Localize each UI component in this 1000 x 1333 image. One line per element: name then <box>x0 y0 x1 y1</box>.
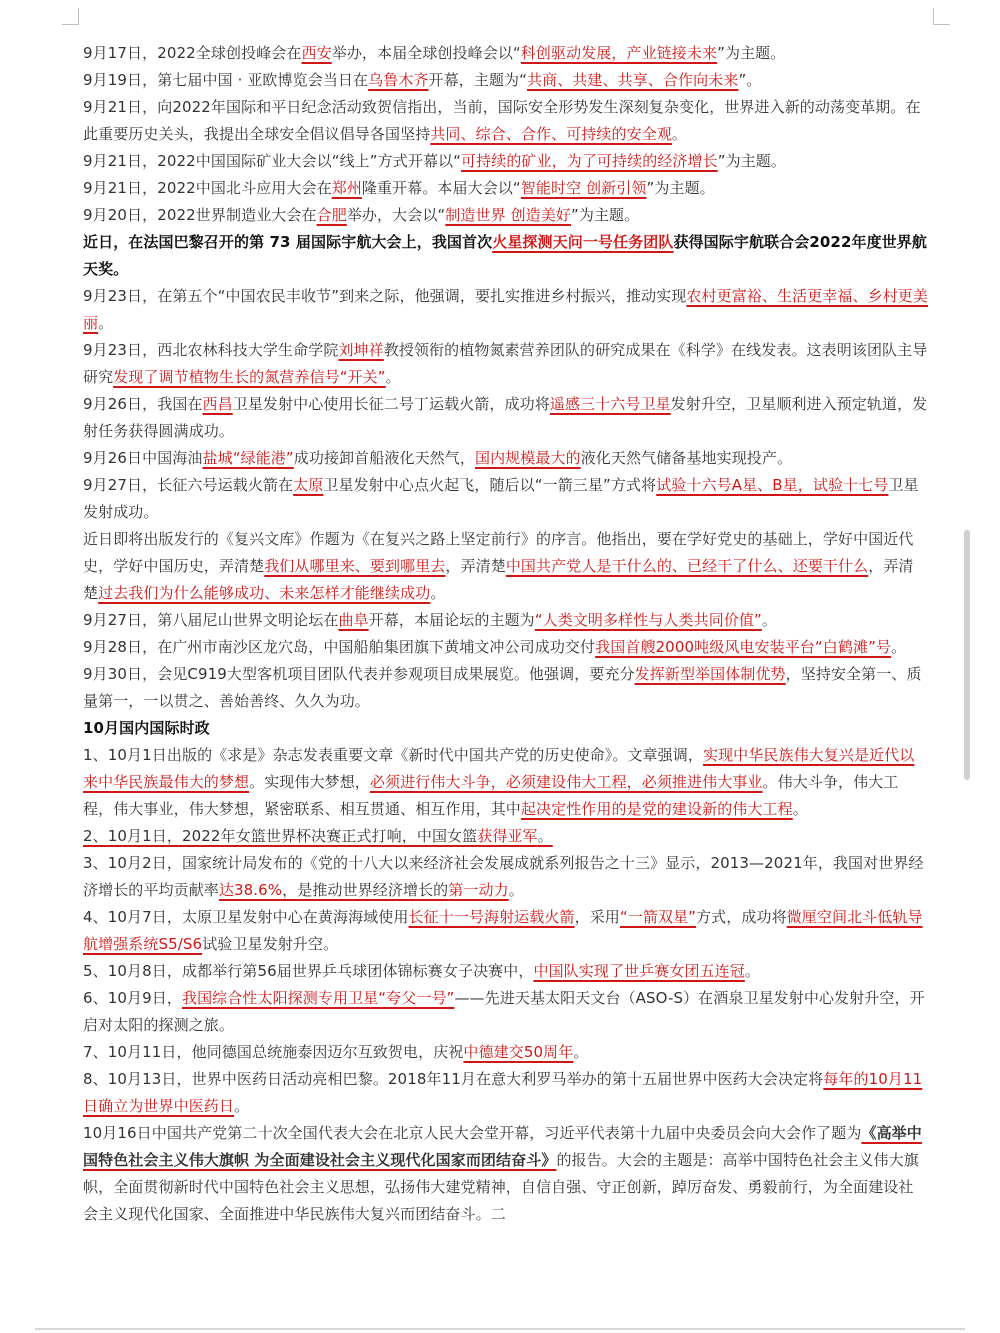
highlighted-text: 遥感三十六号卫星 <box>549 395 671 413</box>
text-segment: 9月27日，第八届尼山世界文明论坛在 <box>83 611 339 629</box>
highlighted-text: 发挥新型举国体制优势 <box>634 665 786 683</box>
highlighted-text: 共同、综合、合作、可持续的安全观 <box>430 125 672 143</box>
text-segment: ，弄清楚 <box>445 557 506 575</box>
paragraph <box>83 391 928 445</box>
text-segment: 10月国内国际时政 <box>83 719 210 737</box>
paragraph <box>83 337 928 391</box>
page-corner-mark-right <box>933 8 950 25</box>
text-segment: 近日，在法国巴黎召开的第 73 届国际宇航大会上，我国首次 <box>83 233 493 251</box>
highlighted-text: 达38.6% <box>218 881 283 899</box>
text-segment: 。 <box>792 800 808 818</box>
text-segment: 《高举中国特色社会主义伟大旗帜 为全面建设社会主义现代化国家而团结奋斗》 <box>83 1124 922 1169</box>
text-segment: 。 <box>234 1097 250 1115</box>
text-segment: 6、10月9日， <box>83 989 182 1007</box>
text-segment: 。 <box>671 125 688 143</box>
page-bottom-edge <box>35 1328 965 1330</box>
highlighted-text: 共商、共建、共享、合作向未来 <box>527 71 739 89</box>
text-segment: 。 <box>891 638 907 656</box>
text-segment: 卫星发射成功。 <box>83 476 919 521</box>
highlighted-text: 刘坤祥 <box>338 341 384 359</box>
paragraph <box>83 175 928 202</box>
paragraph <box>83 40 928 67</box>
paragraph <box>83 283 928 337</box>
text-segment: ，是推动世界经济增长的 <box>282 881 449 899</box>
paragraph <box>83 634 928 661</box>
highlighted-text: 太原 <box>293 476 324 494</box>
vertical-scrollbar[interactable] <box>964 530 970 780</box>
highlighted-text: 我们从哪里来、要到哪里去 <box>264 557 446 575</box>
highlighted-text: 西昌 <box>202 395 233 413</box>
text-segment: ”为主题。 <box>570 206 640 224</box>
text-segment: 。 <box>385 368 401 386</box>
highlighted-text: 智能时空 创新引领 <box>520 179 647 197</box>
text-segment: 9月26日，我国在 <box>83 395 203 413</box>
paragraph <box>83 985 928 1039</box>
text-segment: 9月28日，在广州市南沙区龙穴岛，中国船舶集团旗下黄埔文冲公司成功交付 <box>83 638 596 656</box>
highlighted-text: 第一动力 <box>448 881 509 899</box>
text-segment: 7、10月11日，他同德国总统施泰因迈尔互致贺电，庆祝 <box>83 1043 464 1061</box>
highlighted-text: 我国综合性太阳探测专用卫星“夸父一号” <box>181 989 455 1007</box>
highlighted-text: 中国共产党人是干什么的、已经干了什么、还要干什么 <box>505 557 869 575</box>
text-segment: ”为主题。 <box>646 179 715 197</box>
text-segment: 1、10月1日出版的《求是》杂志发表重要文章《新时代中国共产党的历史使命》。文章强调， <box>83 746 703 764</box>
text-segment: ”为主题。 <box>717 44 786 62</box>
paragraph <box>83 445 928 472</box>
text-segment: 举办，本届全球创投峰会以“ <box>331 44 521 62</box>
text-segment: 4、10月7日，太原卫星发射中心在黄海海域使用 <box>83 908 409 926</box>
text-segment: 9月23日，西北农林科技大学生命学院 <box>83 341 339 359</box>
text-segment: 8、10月13日，世界中医药日活动亮相巴黎。2018年11月在意大利罗马举办的第十五届世界中医药大会决定将 <box>83 1070 824 1088</box>
paragraph <box>83 202 928 229</box>
text-segment: 9月21日，2022中国北斗应用大会在 <box>83 179 332 197</box>
paragraph <box>83 661 928 715</box>
text-segment: ，采用 <box>574 908 620 926</box>
paragraph <box>83 472 928 526</box>
highlighted-text: 可持续的矿业，为了可持续的经济增长 <box>461 152 718 170</box>
text-segment: 发射升空，卫星顺利进入预定轨道，发射任务获得圆满成功。 <box>83 395 928 440</box>
page-corner-mark-left <box>62 8 79 25</box>
paragraph <box>83 850 928 904</box>
text-segment: 9月20日，2022世界制造业大会在 <box>83 206 317 224</box>
paragraph <box>83 742 928 823</box>
highlighted-text: 合肥 <box>316 206 347 224</box>
text-segment: 试验卫星发射升空。 <box>202 935 339 953</box>
text-segment: 。 <box>573 1043 589 1061</box>
highlighted-text: 郑州 <box>331 179 362 197</box>
text-segment: 卫星发射中心使用长征二号丁运载火箭，成功将 <box>232 395 550 413</box>
text-segment: 开幕，主题为“ <box>428 71 528 89</box>
text-segment: 9月26日中国海油 <box>83 449 203 467</box>
highlighted-text: “一箭双星” <box>619 908 697 926</box>
highlighted-text: 长征十一号海射运载火箭 <box>408 908 575 926</box>
highlighted-text: 科创驱动发展，产业链接未来 <box>520 44 718 62</box>
text-segment: 。 <box>98 314 114 332</box>
paragraph <box>83 148 928 175</box>
highlighted-text: 微厘空间北斗低轨导航增强系统S5/S6 <box>83 908 923 953</box>
highlighted-text: 实现中华民族伟大复兴是近代以来中华民族最伟大的梦想 <box>83 746 915 791</box>
text-segment: 。伟大斗争，伟大工程，伟大事业，伟大梦想，紧密联系、相互贯通、相互作用，其中 <box>83 773 899 818</box>
text-segment: ”。 <box>738 71 762 89</box>
highlighted-text: 每年的10月11日确立为世界中医药日 <box>83 1070 923 1115</box>
highlighted-text: 曲阜 <box>338 611 369 629</box>
highlighted-text: 西安 <box>301 44 332 62</box>
highlighted-text: 我国首艘2000吨级风电安装平台“白鹤滩”号 <box>595 638 892 656</box>
text-segment: 2、10月1日，2022年女篮世界杯决赛正式打响，中国女篮 <box>83 827 478 845</box>
text-segment: 举办，大会以“ <box>346 206 446 224</box>
text-segment: 。 <box>430 584 446 602</box>
highlighted-text: 必须进行伟大斗争，必须建设伟大工程，必须推进伟大事业 <box>369 773 763 791</box>
text-segment: 。 <box>537 827 553 845</box>
text-segment: 的报告。大会的主题是：高举中国特色社会主义伟大旗帜，全面贯彻新时代中国特色社会主义思想，弘扬伟大建党精神，自信自强、守正创新，踔厉奋发、勇毅前行，为全面建设社会主义现代化国家、全面推进中华民族伟大复兴而团结奋斗。二 <box>83 1151 919 1223</box>
highlighted-text: 过去我们为什么能够成功、未来怎样才能继续成功 <box>98 584 431 602</box>
paragraph <box>83 1039 928 1066</box>
text-segment: 9月17日，2022全球创投峰会在 <box>83 44 302 62</box>
paragraph <box>83 526 928 607</box>
text-segment: 9月23日，在第五个“中国农民丰收节”到来之际，他强调，要扎实推进乡村振兴，推动实现 <box>83 287 687 305</box>
text-segment: 9月21日，2022中国国际矿业大会以“线上”方式开幕以“ <box>83 152 462 170</box>
highlighted-text: 制造世界 创造美好 <box>445 206 571 224</box>
text-segment: 3、10月2日，国家统计局发布的《党的十八大以来经济社会发展成就系列报告之十三》显示，2013—2021年，我国对世界经济增长的平均贡献率 <box>83 854 924 899</box>
highlighted-text: “人类文明多样性与人类共同价值” <box>534 611 762 629</box>
text-segment: 开幕，本届论坛的主题为 <box>368 611 535 629</box>
highlighted-text: 盐城“绿能港” <box>202 449 294 467</box>
text-segment: ，弄清楚 <box>83 557 914 602</box>
highlighted-text: 获得亚军 <box>477 827 538 845</box>
paragraph <box>83 904 928 958</box>
text-segment: 9月21日，向2022年国际和平日纪念活动致贺信指出，当前，国际安全形势发生深刻复杂变化，世界进入新的动荡变革期。在此重要历史关头，我提出全球安全倡议倡导各国坚持 <box>83 98 921 143</box>
paragraph <box>83 823 928 850</box>
highlighted-text: 中德建交50周年 <box>463 1043 574 1061</box>
text-segment: 近日即将出版发行的《复兴文库》作题为《在复兴之路上坚定前行》的序言。他指出，要在学好党史的基础上，学好中国近代史，学好中国历史，弄清楚 <box>83 530 914 575</box>
paragraph <box>83 94 928 148</box>
paragraph <box>83 607 928 634</box>
text-segment: 成功接卸首船液化天然气， <box>293 449 475 467</box>
paragraph <box>83 1120 928 1228</box>
text-segment: 9月27日，长征六号运载火箭在 <box>83 476 294 494</box>
text-segment: 获得国际宇航联合会2022年度世界航天奖。 <box>83 233 927 278</box>
text-segment: 液化天然气储备基地实现投产。 <box>580 449 793 467</box>
text-segment: 方式，成功将 <box>696 908 787 926</box>
text-segment: 10月16日中国共产党第二十次全国代表大会在北京人民大会堂开幕，习近平代表第十九届中央委员会向大会作了题为 <box>83 1124 862 1142</box>
document-body <box>83 40 928 1228</box>
text-segment: 隆重开幕。本届大会以“ <box>361 179 521 197</box>
text-segment: 教授领衔的植物氮素营养团队的研究成果在《科学》在线发表。这表明该团队主导研究 <box>83 341 928 386</box>
highlighted-text: 试验十六号A星、B星，试验十七号 <box>656 476 889 494</box>
highlighted-text: 火星探测天问一号任务团队 <box>492 233 674 251</box>
highlighted-text: 农村更富裕、生活更幸福、乡村更美丽 <box>83 287 928 332</box>
text-segment: ，坚持安全第一、质量第一，一以贯之、善始善终、久久为功。 <box>83 665 922 710</box>
paragraph <box>83 1066 928 1120</box>
highlighted-text: 中国队实现了世乒赛女团五连冠 <box>533 962 745 980</box>
text-segment: 。实现伟大梦想， <box>249 773 370 791</box>
paragraph <box>83 958 928 985</box>
text-segment: 。 <box>761 611 778 629</box>
text-segment: 。 <box>744 962 760 980</box>
text-segment: ——先进天基太阳天文台（ASO-S）在酒泉卫星发射中心发射升空，开启对太阳的探测之旅。 <box>83 989 925 1034</box>
highlighted-text: 发现了调节植物生长的氮营养信号“开关” <box>113 368 386 386</box>
text-segment: ”为主题。 <box>717 152 787 170</box>
highlighted-text: 乌鲁木齐 <box>368 71 429 89</box>
paragraph <box>83 67 928 94</box>
text-segment: 9月30日，会见C919大型客机项目团队代表并参观项目成果展览。他强调，要充分 <box>83 665 635 683</box>
text-segment: 卫星发射中心点火起飞，随后以“一箭三星”方式将 <box>323 476 657 494</box>
text-segment: 5、10月8日，成都举行第56届世界乒乓球团体锦标赛女子决赛中， <box>83 962 534 980</box>
highlighted-text: 起决定性作用的是党的建设新的伟大工程 <box>520 800 793 818</box>
highlighted-text: 国内规模最大的 <box>474 449 581 467</box>
paragraph <box>83 715 928 742</box>
text-segment: 9月19日，第七届中国 · 亚欧博览会当日在 <box>83 71 369 89</box>
paragraph <box>83 229 928 283</box>
text-segment: 。 <box>508 881 524 899</box>
